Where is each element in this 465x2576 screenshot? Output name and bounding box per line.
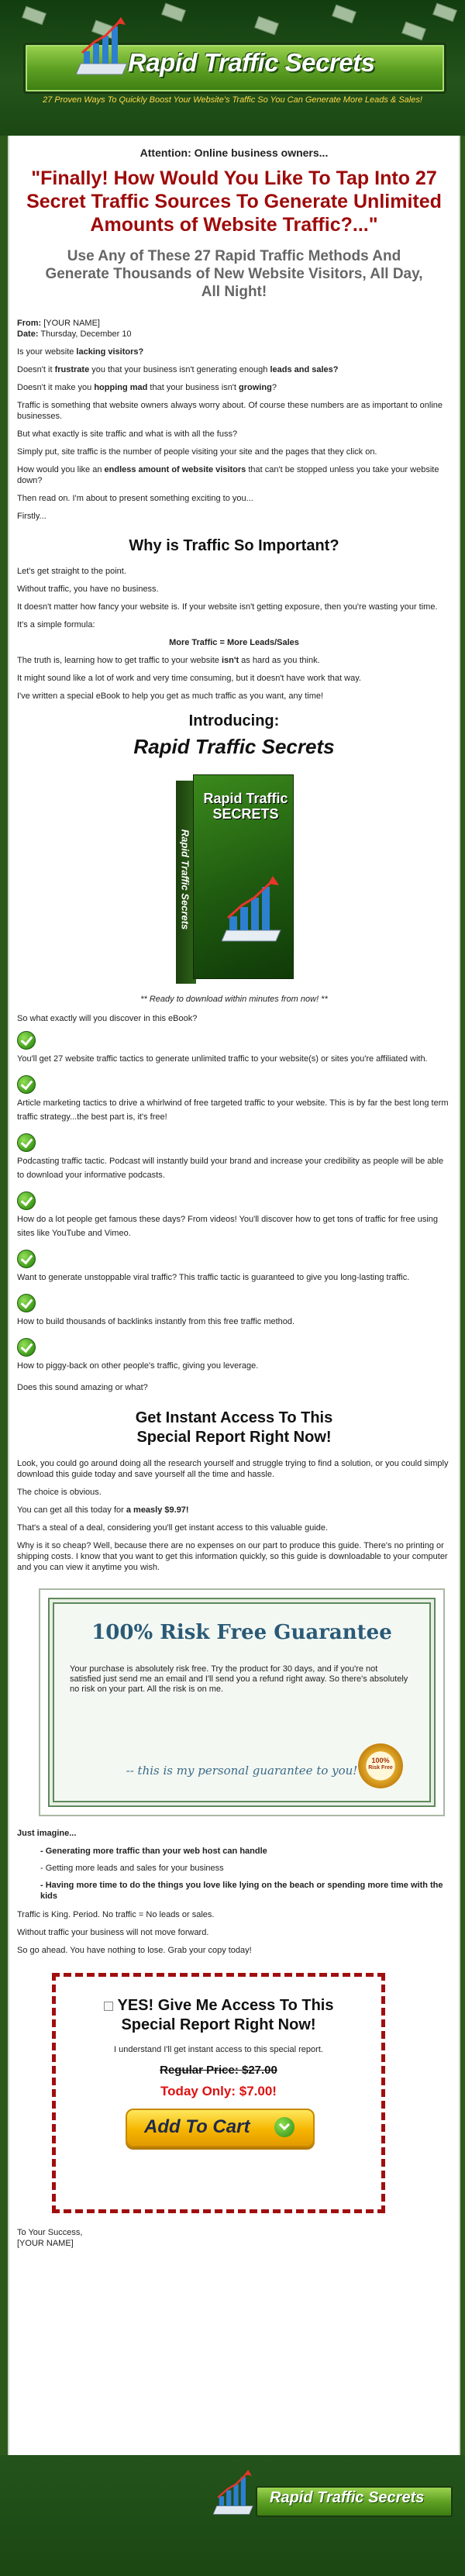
paragraph: You can get all this today for a measly $9.97! [17, 1505, 189, 1515]
benefit-item: You'll get 27 website traffic tactics to generate unlimited traffic to your website(s) or sites you're affiliated with. [17, 1031, 451, 1065]
imagine-item: - Having more time to do the things you love like lying on the beach or spending more time with the kids [40, 1881, 443, 1901]
add-to-cart-label: Add To Cart [144, 2116, 250, 2137]
imagine-item: - Generating more traffic than your web host can handle [40, 1847, 267, 1856]
benefit-item: How do a lot people get famous these days? From videos! You'll discover how to get tons of traffic for free using sites like YouTube and Vimeo. [17, 1191, 451, 1240]
header [0, 0, 465, 136]
paragraph: But what exactly is site traffic and what is with all the fuss? [17, 429, 238, 439]
paragraph: Without traffic your business will not move forward. [17, 1928, 209, 1937]
paragraph: Why is it so cheap? Well, because there are no expenses on our part to produce this guide. There's no printing or shipping costs. I know that you want to get this information quickly, so this guide is downloadable to your computer and you can view it anytime you wish. [17, 1541, 448, 1572]
signoff-line: To Your Success, [17, 2228, 83, 2237]
paragraph: How would you like an endless amount of website visitors that can't be stopped unless you take your website down? [17, 465, 439, 485]
paragraph: It doesn't matter how fancy your website is. If your website isn't getting exposure, then you're wasting your time. [17, 602, 438, 612]
product-title: Rapid Traffic Secrets [133, 735, 335, 758]
order-title: YES! Give Me Access To This Special Report Right Now! [56, 1996, 381, 2035]
checkmark-icon [17, 1133, 36, 1152]
paragraph: Traffic is King. Period. No traffic = No leads or sales. [17, 1910, 215, 1919]
access-heading: Get Instant Access To This Special Report Right Now! [135, 1409, 333, 1446]
paragraph: I've written a special eBook to help you get as much traffic as you want, any time! [17, 691, 324, 701]
bar-graph-logo-icon [76, 17, 132, 79]
benefit-item: Podcasting traffic tactic. Podcast will instantly build your brand and increase your credibility as people will be able to download your informative podcasts. [17, 1133, 451, 1181]
paragraph: It might sound like a lot of work and very time consuming, but it doesn't have work that way. [17, 674, 361, 683]
benefit-item: How to piggy-back on other people's traffic, giving you leverage. [17, 1338, 451, 1372]
checkmark-icon [17, 1191, 36, 1210]
main-headline: "Finally! How Would You Like To Tap Into 27 Secret Traffic Sources To Generate Unlimited Amounts of Website Traffic?..." [26, 167, 442, 236]
guarantee-seal-icon [358, 1743, 403, 1788]
paragraph: Without traffic, you have no business. [17, 585, 159, 594]
paragraph: Does this sound amazing or what? [17, 1383, 148, 1392]
paragraph: Look, you could go around doing all the research yourself and struggle trying to find a solution, or you could simply download this guide today and save yourself all the time and hassle. [17, 1459, 449, 1479]
why-heading: Why is Traffic So Important? [129, 537, 339, 554]
attention-line: Attention: Online business owners... [140, 147, 329, 159]
paragraph: Doesn't it make you hopping mad that your business isn't growing? [17, 383, 277, 392]
order-box [52, 1973, 385, 2213]
bar-graph-logo-icon [213, 2469, 257, 2519]
money-decoration [401, 22, 426, 41]
guarantee-signature: -- this is my personal guarantee to you! [126, 1764, 358, 1778]
date-value: Thursday, December 10 [38, 329, 132, 339]
signoff [17, 2227, 451, 2249]
paragraph: Firstly... [17, 512, 46, 521]
today-price: Today Only: $7.00! [160, 2084, 277, 2098]
paragraph: So go ahead. You have nothing to lose. Grab your copy today! [17, 1946, 252, 1955]
ebook-cover-title: Rapid Traffic SECRETS [203, 791, 288, 822]
checkmark-icon [17, 1075, 36, 1094]
order-agree-text: I understand I'll get instant access to this special report. [114, 2045, 323, 2054]
paragraph: The truth is, learning how to get traffic to your website isn't as hard as you think. [17, 656, 320, 665]
checkmark-icon [17, 1250, 36, 1268]
paragraph: Doesn't it frustrate you that your business isn't generating enough leads and sales? [17, 365, 339, 374]
money-decoration [22, 6, 46, 26]
from-label: From: [17, 319, 42, 328]
paragraph: Then read on. I'm about to present something exciting to you... [17, 494, 253, 503]
bar-graph-icon [222, 876, 284, 946]
paragraph: The choice is obvious. [17, 1488, 102, 1497]
signoff-name: [YOUR NAME] [17, 2239, 74, 2248]
agree-checkbox[interactable] [104, 2002, 113, 2011]
benefit-item: How to build thousands of backlinks instantly from this free traffic method. [17, 1294, 451, 1328]
paragraph: Let's get straight to the point. [17, 567, 126, 576]
from-line [17, 318, 451, 340]
paragraph: Is your website lacking visitors? [17, 347, 144, 357]
ebook-front [193, 774, 294, 979]
guarantee-title: 100% Risk Free Guarantee [91, 1621, 392, 1644]
introducing-heading: Introducing: [188, 712, 280, 729]
footer [0, 2455, 465, 2576]
sales-letter [8, 136, 460, 2463]
money-decoration [332, 5, 356, 24]
paragraph: Simply put, site traffic is the number of people visiting your site and the pages that they click on. [17, 447, 377, 457]
benefit-item: Article marketing tactics to drive a whirlwind of free targeted traffic to your website. This is by far the best long term traffic strategy...the best part is, it's free! [17, 1075, 451, 1123]
money-decoration [161, 3, 186, 22]
ebook-cover [176, 774, 292, 984]
seal-text: 100% Risk Free [368, 1757, 393, 1771]
from-value: [YOUR NAME] [41, 319, 100, 328]
imagine-heading: Just imagine... [17, 1829, 77, 1838]
header-tagline: 27 Proven Ways To Quickly Boost Your Website's Traffic So You Can Generate More Leads & Sales! [43, 95, 422, 105]
arrow-down-icon [274, 2117, 294, 2137]
traffic-formula: More Traffic = More Leads/Sales [169, 638, 299, 647]
paragraph: That's a steal of a deal, considering you'll get instant access to this valuable guide. [17, 1523, 329, 1533]
imagine-item: - Getting more leads and sales for your business [40, 1864, 224, 1873]
paragraph: Traffic is something that website owners always worry about. Of course these numbers are as important to online businesses. [17, 401, 443, 421]
paragraph: So what exactly will you discover in this eBook? [17, 1014, 198, 1023]
guarantee-text: Your purchase is absolutely risk free. Try the product for 30 days, and if you're not satisfied just send me an email and I'll send you a refund right away. So there's absolutely no risk on your part. All the risk is on me. [70, 1664, 408, 1694]
guarantee-certificate [40, 1590, 443, 1815]
imagine-list [40, 1846, 451, 1902]
footer-title: Rapid Traffic Secrets [270, 2489, 425, 2506]
checkmark-icon [17, 1031, 36, 1050]
header-title: Rapid Traffic Secrets [128, 48, 375, 77]
add-to-cart-button[interactable] [126, 2109, 315, 2147]
ebook-spine-text: Rapid Traffic Secrets [179, 829, 191, 930]
checkmark-icon [17, 1294, 36, 1312]
date-label: Date: [17, 329, 39, 339]
paragraph: It's a simple formula: [17, 620, 95, 629]
ready-note: ** Ready to download within minutes from now! ** [140, 995, 328, 1004]
benefit-item: Want to generate unstoppable viral traffic? This traffic tactic is guaranteed to give you long-lasting traffic. [17, 1250, 451, 1284]
regular-price: Regular Price: $27.00 [160, 2064, 277, 2077]
checkmark-icon [17, 1338, 36, 1357]
money-decoration [254, 16, 279, 36]
money-decoration [432, 3, 457, 22]
sub-headline: Use Any of These 27 Rapid Traffic Methods And Generate Thousands of New Website Visitors, All Day, All Night! [45, 248, 423, 300]
